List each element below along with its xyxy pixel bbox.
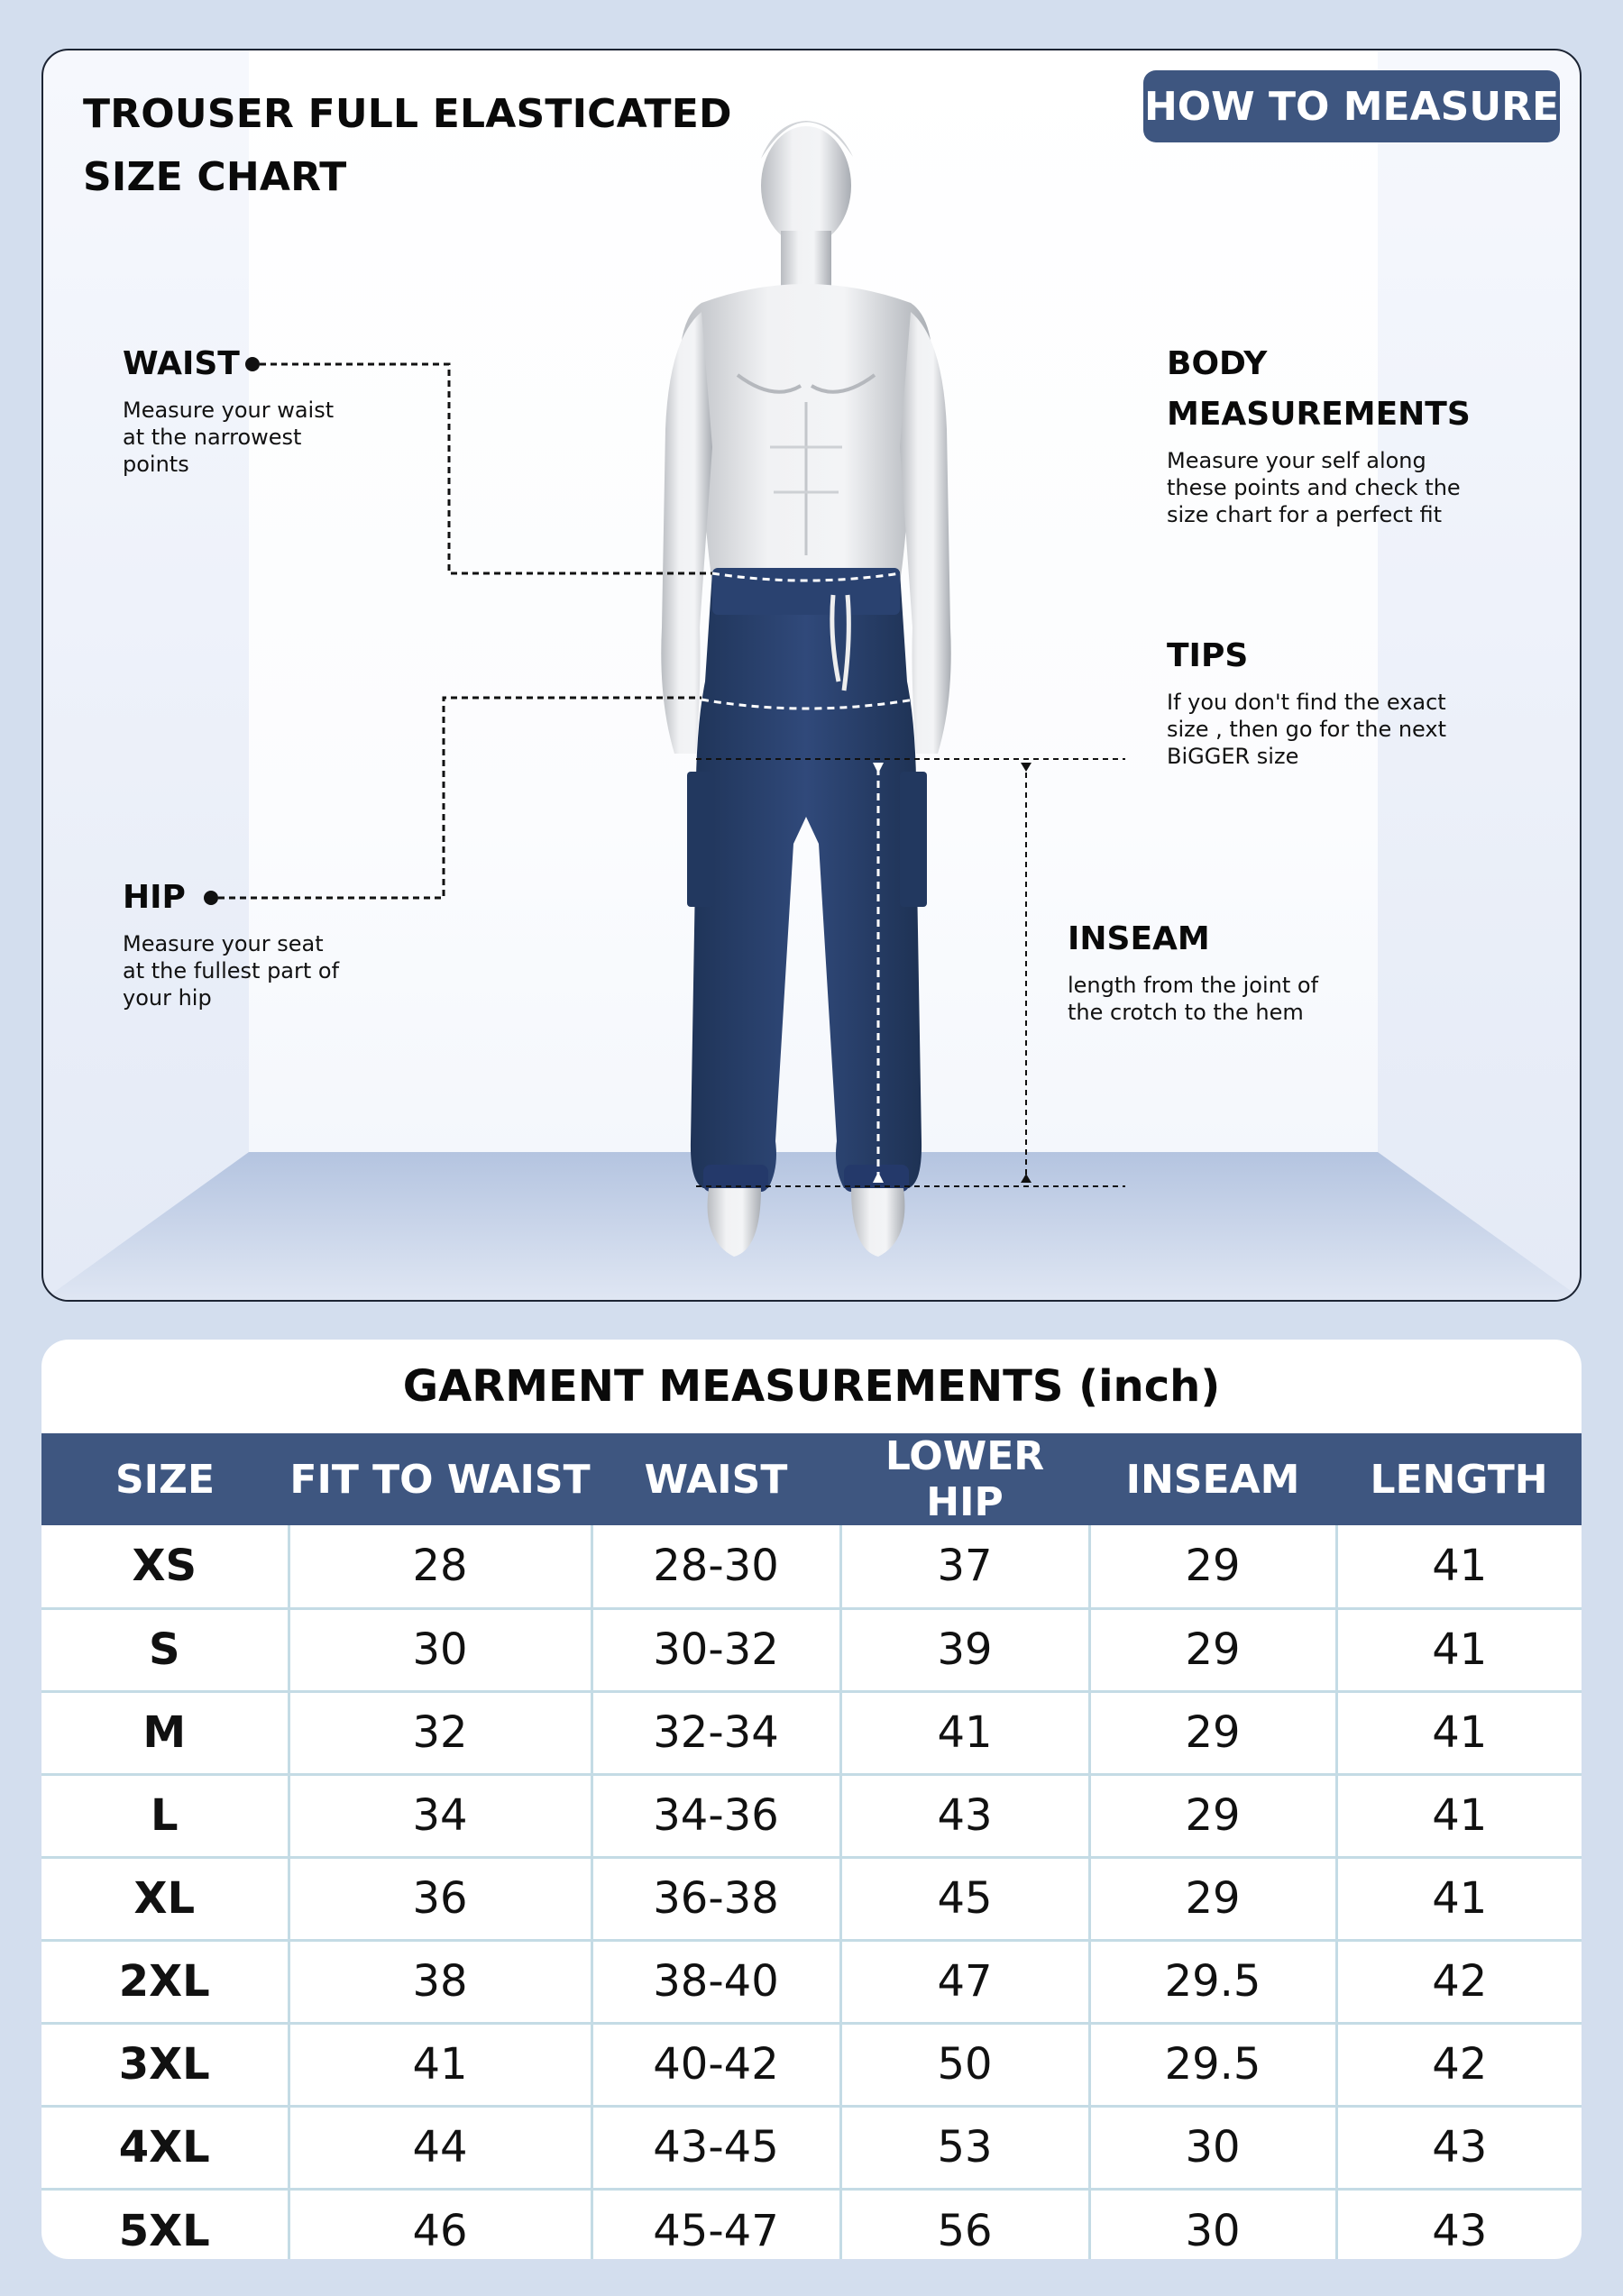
table-row — [41, 2189, 1582, 2259]
size-cell: S — [41, 1608, 289, 1691]
body-text-line: Measure your self along — [1167, 448, 1426, 473]
table-row — [41, 1608, 1582, 1691]
measurement-cell: 41 — [1336, 1608, 1582, 1691]
column-header: SIZE — [115, 1456, 215, 1503]
measurement-cell: 38 — [289, 1940, 591, 2023]
measurement-cell: 29 — [1089, 1525, 1336, 1608]
title-line-1: TROUSER FULL ELASTICATED — [83, 91, 732, 137]
size-cell: 4XL — [41, 2106, 289, 2189]
measurement-cell: 41 — [1336, 1525, 1582, 1608]
measurement-cell: 30 — [289, 1608, 591, 1691]
measurement-cell: 30-32 — [591, 1608, 840, 1691]
measurement-cell: 34 — [289, 1774, 591, 1857]
body-text-line: size chart for a perfect fit — [1167, 502, 1442, 527]
table-row — [41, 2023, 1582, 2106]
measurement-cell: 30 — [1089, 2106, 1336, 2189]
body-measurements-description — [1167, 447, 1461, 528]
body-measurements-heading — [1167, 339, 1471, 440]
mannequin-illustration — [43, 50, 1582, 1302]
column-header: LOWER HIP — [885, 1433, 1045, 1525]
measurement-cell: 32 — [289, 1691, 591, 1774]
measurement-cell: 32-34 — [591, 1691, 840, 1774]
size-cell: XL — [41, 1857, 289, 1940]
size-table-card — [41, 1340, 1582, 2259]
measurement-cell: 41 — [1336, 1691, 1582, 1774]
size-table — [41, 1433, 1582, 2259]
measurement-cell: 37 — [840, 1525, 1089, 1608]
tips-heading: TIPS — [1167, 637, 1249, 674]
column-header: INSEAM — [1125, 1456, 1300, 1503]
measurement-cell: 46 — [289, 2189, 591, 2259]
body-heading-line: MEASUREMENTS — [1167, 396, 1471, 433]
tips-description — [1167, 689, 1446, 770]
measurement-cell: 29 — [1089, 1608, 1336, 1691]
waist-description — [123, 397, 334, 478]
inseam-heading: INSEAM — [1068, 920, 1210, 957]
title-line-2: SIZE CHART — [83, 154, 347, 200]
hip-heading: HIP — [123, 879, 186, 916]
measurement-cell: 29 — [1089, 1774, 1336, 1857]
size-cell: 5XL — [41, 2189, 289, 2259]
measurement-cell: 29.5 — [1089, 2023, 1336, 2106]
measurement-cell: 43 — [1336, 2106, 1582, 2189]
table-row — [41, 1940, 1582, 2023]
measurement-cell: 36 — [289, 1857, 591, 1940]
measurement-cell: 41 — [840, 1691, 1089, 1774]
measurement-cell: 53 — [840, 2106, 1089, 2189]
measurement-cell: 41 — [1336, 1857, 1582, 1940]
tips-text-line: If you don't find the exact — [1167, 690, 1446, 715]
measurement-cell: 29.5 — [1089, 1940, 1336, 2023]
inseam-text-line: length from the joint of — [1068, 973, 1319, 998]
table-body — [41, 1525, 1582, 2259]
table-header-row — [41, 1433, 1582, 1525]
measurement-cell: 36-38 — [591, 1857, 840, 1940]
measurement-cell: 34-36 — [591, 1774, 840, 1857]
measurement-cell: 43 — [840, 1774, 1089, 1857]
measurement-cell: 56 — [840, 2189, 1089, 2259]
hip-text-line: at the fullest part of — [123, 958, 340, 983]
measurement-cell: 29 — [1089, 1691, 1336, 1774]
table-row — [41, 1525, 1582, 1608]
hip-description — [123, 930, 339, 1011]
measurement-cell: 38-40 — [591, 1940, 840, 2023]
inseam-text-line: the crotch to the hem — [1068, 1000, 1304, 1025]
measurement-cell: 45 — [840, 1857, 1089, 1940]
table-row — [41, 1774, 1582, 1857]
measurement-cell: 28-30 — [591, 1525, 840, 1608]
waist-heading: WAIST — [123, 345, 240, 382]
table-row — [41, 1691, 1582, 1774]
body-text-line: these points and check the — [1167, 475, 1461, 500]
size-cell: M — [41, 1691, 289, 1774]
table-row — [41, 1857, 1582, 1940]
tips-text-line: size , then go for the next — [1167, 717, 1447, 742]
measurement-cell: 44 — [289, 2106, 591, 2189]
measurement-cell: 28 — [289, 1525, 591, 1608]
measurement-cell: 50 — [840, 2023, 1089, 2106]
waist-text-line: at the narrowest — [123, 425, 302, 450]
measurement-cell: 41 — [289, 2023, 591, 2106]
size-cell: 3XL — [41, 2023, 289, 2106]
table-row — [41, 2106, 1582, 2189]
measurement-cell: 41 — [1336, 1774, 1582, 1857]
table-title: GARMENT MEASUREMENTS (inch) — [402, 1361, 1221, 1412]
size-cell: 2XL — [41, 1940, 289, 2023]
size-cell: XS — [41, 1525, 289, 1608]
waist-text-line: points — [123, 452, 189, 477]
how-to-measure-badge: HOW TO MEASURE — [1143, 70, 1560, 142]
measurement-cell: 43-45 — [591, 2106, 840, 2189]
column-header: LENGTH — [1370, 1456, 1548, 1503]
measurement-cell: 45-47 — [591, 2189, 840, 2259]
page-title — [83, 83, 732, 209]
waist-text-line: Measure your waist — [123, 398, 335, 423]
measurement-cell: 40-42 — [591, 2023, 840, 2106]
measurement-cell: 39 — [840, 1608, 1089, 1691]
measurement-cell: 29 — [1089, 1857, 1336, 1940]
tips-text-line: BiGGER size — [1167, 744, 1299, 769]
column-header: WAIST — [644, 1456, 788, 1503]
measurement-cell: 42 — [1336, 2023, 1582, 2106]
measurement-cell: 42 — [1336, 1940, 1582, 2023]
inseam-description — [1068, 972, 1318, 1026]
body-heading-line: BODY — [1167, 345, 1268, 382]
hip-text-line: Measure your seat — [123, 931, 324, 956]
measurement-cell: 47 — [840, 1940, 1089, 2023]
measurement-cell: 43 — [1336, 2189, 1582, 2259]
hip-text-line: your hip — [123, 985, 212, 1011]
column-header: FIT TO WAIST — [289, 1456, 591, 1503]
measurement-guide-card — [41, 49, 1582, 1302]
size-cell: L — [41, 1774, 289, 1857]
measurement-cell: 30 — [1089, 2189, 1336, 2259]
